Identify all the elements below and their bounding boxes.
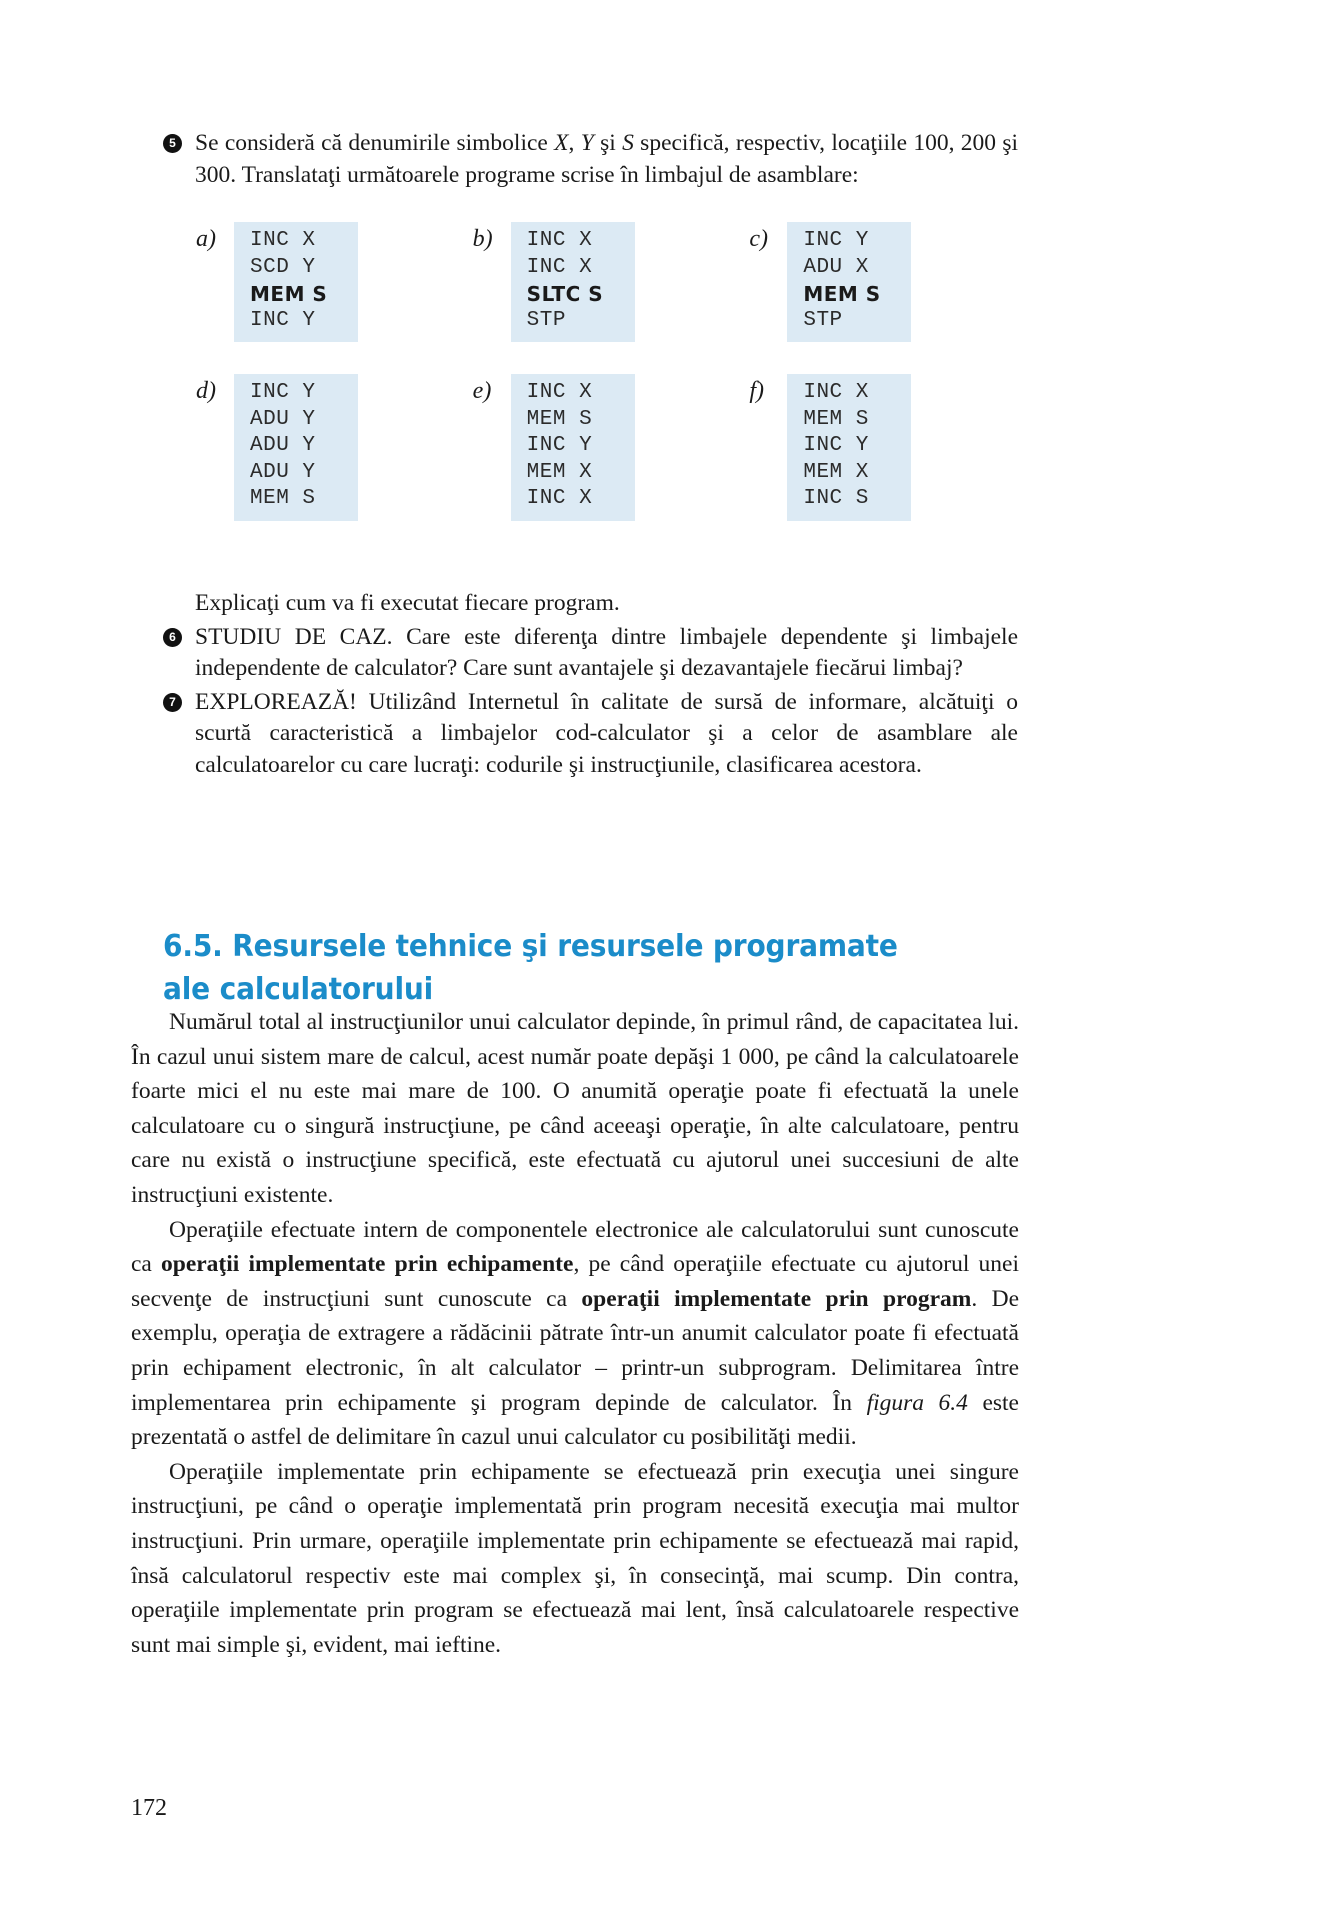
- exercise-list: [163, 128, 1018, 193]
- code-line: INC X: [250, 229, 316, 252]
- code-cell-e: [473, 374, 750, 521]
- code-cell-c: [749, 222, 1026, 342]
- code-label-c: c): [749, 226, 768, 252]
- code-label-f: f): [749, 378, 765, 404]
- exercise-text-5: Se consideră că denumirile simbolice X, Y şi S specifică, respectiv, locaţiile 100, 200 şi 300. Translataţi următoarele programe scrise în limbajul de asamblare:: [195, 130, 1019, 188]
- exercise-marker-7: 7: [163, 693, 182, 712]
- code-label-e: e): [472, 378, 492, 404]
- exercise-text-6: STUDIU DE CAZ. Care este diferenţa dintre limbajele dependente şi limbajele independente de calculator? Care sunt avantajele şi dezavantajele fiecărui limbaj?: [195, 623, 1018, 681]
- code-line: INC X: [526, 229, 593, 252]
- paragraph-3: Operaţiile implementate prin echipamente se efectuează prin execuţia unei singure instrucţiuni, pe când o operaţie implementată prin program necesită execuţia mai multor instrucţiuni. Prin urmare, operaţiile implementate prin echipamente se efectuează mai rapid, însă calculatorul respectiv este mai complex şi, în consecinţă, mai scump. Din contra, operaţiile implementate prin program se efectuează mai lent, însă calculatoarele respective sunt mai simple şi, evident, mai ieftine.: [131, 1458, 1019, 1658]
- exercise-text-7: EXPLOREAZĂ! Utilizând Internetul în calitate de sursă de informare, alcătuiţi o scurtă caracteristică a limbajelor cod-calculator şi a celor de asamblare ale calculatoarelor cu care lucraţi: codurile şi instrucţiunile, clasificarea acestora.: [195, 688, 1018, 778]
- symbol-y: Y: [580, 130, 594, 156]
- code-line: STP: [526, 308, 566, 332]
- exercise-marker-6: 6: [163, 628, 182, 647]
- code-box-f: [787, 374, 911, 521]
- code-row-bottom: [196, 374, 1026, 521]
- code-box-e: [511, 374, 635, 521]
- paragraph-2: Operaţiile efectuate intern de componentele electronice ale calculatorului sunt cunoscute ca operaţii implementate prin echipamente, pe când operaţiile efectuate cu ajutorul unei secvenţe de instrucţiuni sunt cunoscute ca operaţii implementate prin program. De exemplu, operaţia de extragere a rădăcinii pătrate într-un anumit calculator poate fi efectuată prin echipament electronic, în alt calculator – printr-un subprogram. Delimitarea între implementarea prin echipamente şi program depinde de calculator. În figura 6.4 este prezentată o astfel de delimitare în cazul unui calculator cu posibilităţi medii.: [131, 1216, 1019, 1451]
- code-line: INC Y: [803, 434, 869, 457]
- code-line: MEM X: [526, 460, 593, 484]
- code-line: INC X: [526, 381, 593, 404]
- code-cell-d: [196, 374, 473, 521]
- code-line: STP: [803, 308, 843, 332]
- exercise-item-7: [163, 687, 1018, 782]
- code-line: INC X: [803, 381, 869, 404]
- code-line: SLTC S: [526, 282, 604, 306]
- code-cell-a: [196, 222, 473, 342]
- code-line: MEM S: [803, 407, 869, 431]
- code-row-top: [196, 222, 1026, 342]
- explain-line-row: [163, 588, 1018, 620]
- code-line: MEM S: [526, 407, 593, 431]
- code-line: INC X: [526, 255, 593, 279]
- term-hardware-ops: operaţii implementate prin echipamente: [161, 1251, 574, 1278]
- code-line: ADU Y: [250, 434, 316, 457]
- page-number: 172: [131, 1795, 167, 1821]
- code-line: MEM S: [250, 487, 316, 510]
- code-label-b: b): [472, 226, 493, 252]
- explain-line: Explicaţi cum va fi executat fiecare program.: [195, 590, 620, 616]
- code-box-c: [787, 222, 911, 342]
- exercise-item-6: [163, 622, 1018, 685]
- code-line: INC Y: [526, 434, 593, 457]
- code-line: INC X: [526, 487, 593, 510]
- code-line: INC Y: [803, 229, 869, 252]
- symbol-x: X: [554, 130, 569, 156]
- symbol-s: S: [622, 130, 634, 156]
- section-heading-line2: ale calculatorului: [163, 972, 434, 1007]
- code-line: ADU Y: [250, 407, 316, 431]
- code-cell-b: [473, 222, 750, 342]
- code-box-a: [234, 222, 358, 342]
- code-line: INC Y: [250, 308, 316, 332]
- code-box-b: [511, 222, 635, 342]
- figure-reference: figura 6.4: [866, 1389, 968, 1416]
- term-software-ops: operaţii implementate prin program: [581, 1285, 972, 1312]
- exercise-list-continued: [163, 588, 1018, 783]
- exercise-marker-5: 5: [163, 134, 182, 153]
- body-copy: [131, 1005, 1019, 1662]
- code-line: MEM S: [803, 282, 881, 306]
- section-heading: [163, 925, 991, 1011]
- section-heading-line1: 6.5. Resursele tehnice şi resursele programate: [163, 929, 898, 964]
- code-cell-f: [749, 374, 1026, 521]
- code-line: ADU X: [803, 255, 869, 279]
- code-line: ADU Y: [250, 460, 316, 484]
- paragraph-1: Numărul total al instrucţiunilor unui calculator depinde, în primul rând, de capacitatea lui. În cazul unui sistem mare de calcul, acest număr poate depăşi 1 000, pe când la calculatoarele foarte mici el nu este mai mare de 100. O anumită operaţie poate fi efectuată la unele calculatoare cu o singură instrucţiune, pe când aceeaşi operaţie, în alte calculatoare, pentru care nu există o instrucţiune specifică, este efectuată cu ajutorul unei succesiuni de alte instrucţiuni existente.: [131, 1009, 1019, 1208]
- code-line: MEM S: [250, 282, 328, 306]
- code-line: MEM X: [803, 460, 869, 484]
- code-line: INC Y: [250, 381, 316, 404]
- code-line: SCD Y: [250, 255, 316, 279]
- code-box-d: [234, 374, 358, 521]
- code-blocks-grid: [196, 222, 1026, 553]
- code-label-a: a): [196, 226, 216, 252]
- code-line: INC S: [803, 487, 869, 510]
- code-label-d: d): [196, 378, 216, 404]
- exercise-item-5: [163, 128, 1018, 191]
